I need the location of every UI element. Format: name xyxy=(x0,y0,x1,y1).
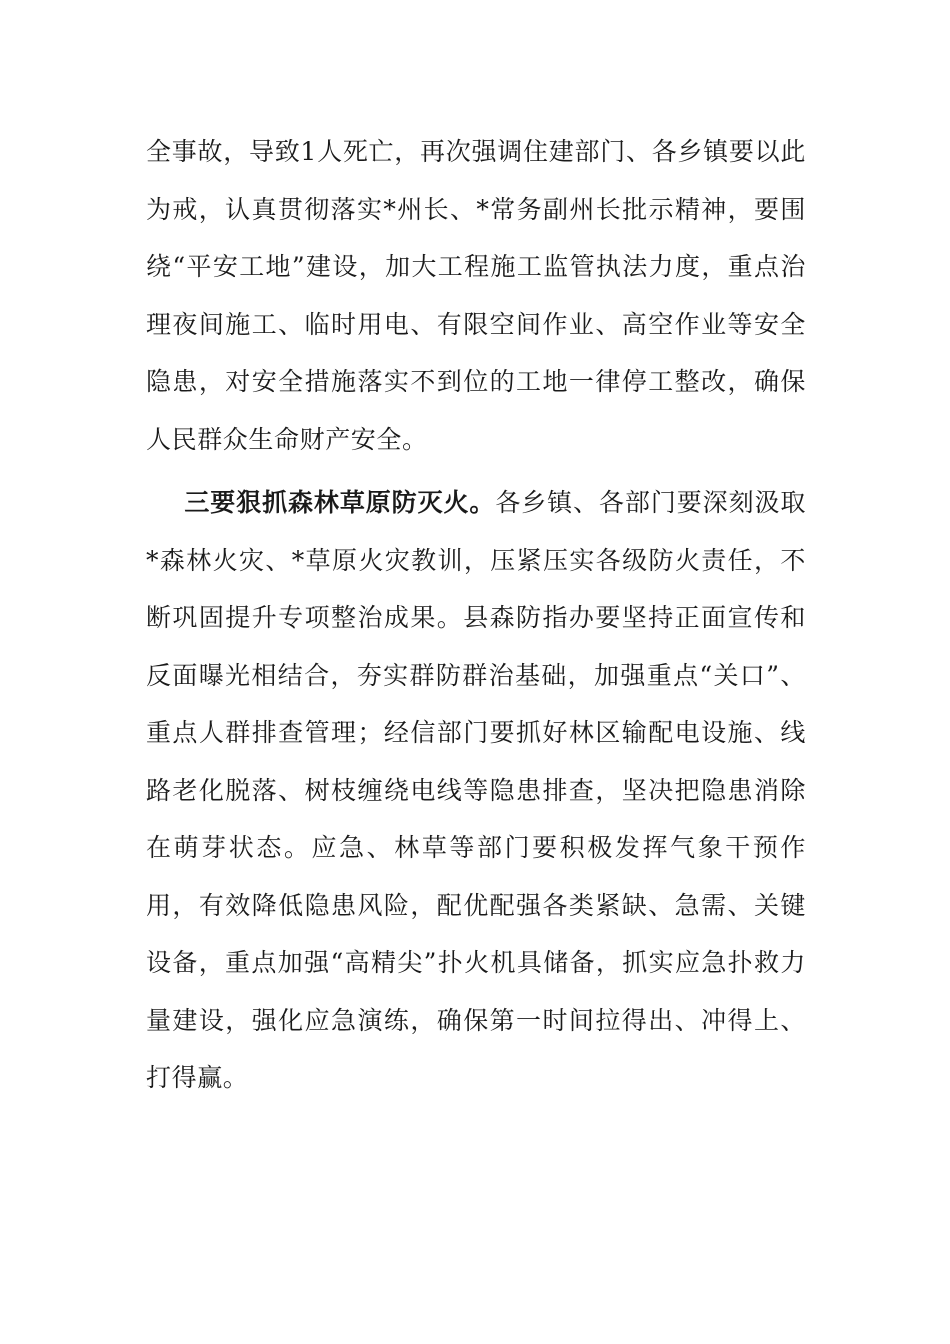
paragraph-1 xyxy=(146,123,806,468)
paragraph-2-body: 各乡镇、各部门要深刻汲取*森林火灾、*草原火灾教训，压紧压实各级防火责任，不断巩固提升专项整治成果。县森防指办要坚持正面宣传和反面曝光相结合，夯实群防群治基础，加强重点“关口”、重点人群排查管理；经信部门要抓好林区输配电设施、线路老化脱落、树枝缠绕电线等隐患排查，坚决把隐患消除在萌芽状态。应急、林草等部门要积极发挥气象干预作用，有效降低隐患风险，配优配强各类紧缺、急需、关键设备，重点加强“高精尖”扑火机具储备，抓实应急扑救力量建设，强化应急演练，确保第一时间拉得出、冲得上、打得赢。 xyxy=(146,488,807,1092)
paragraph-2-heading: 三要狠抓森林草原防灭火。 xyxy=(184,488,496,517)
paragraph-2 xyxy=(146,474,806,1107)
paragraph-1-text: 全事故，导致1人死亡，再次强调住建部门、各乡镇要以此为戒，认真贯彻落实*州长、*常务副州长批示精神，要围绕“平安工地”建设，加大工程施工监管执法力度，重点治理夜间施工、临时用电、有限空间作业、高空作业等安全隐患，对安全措施落实不到位的工地一律停工整改，确保人民群众生命财产安全。 xyxy=(146,137,806,454)
